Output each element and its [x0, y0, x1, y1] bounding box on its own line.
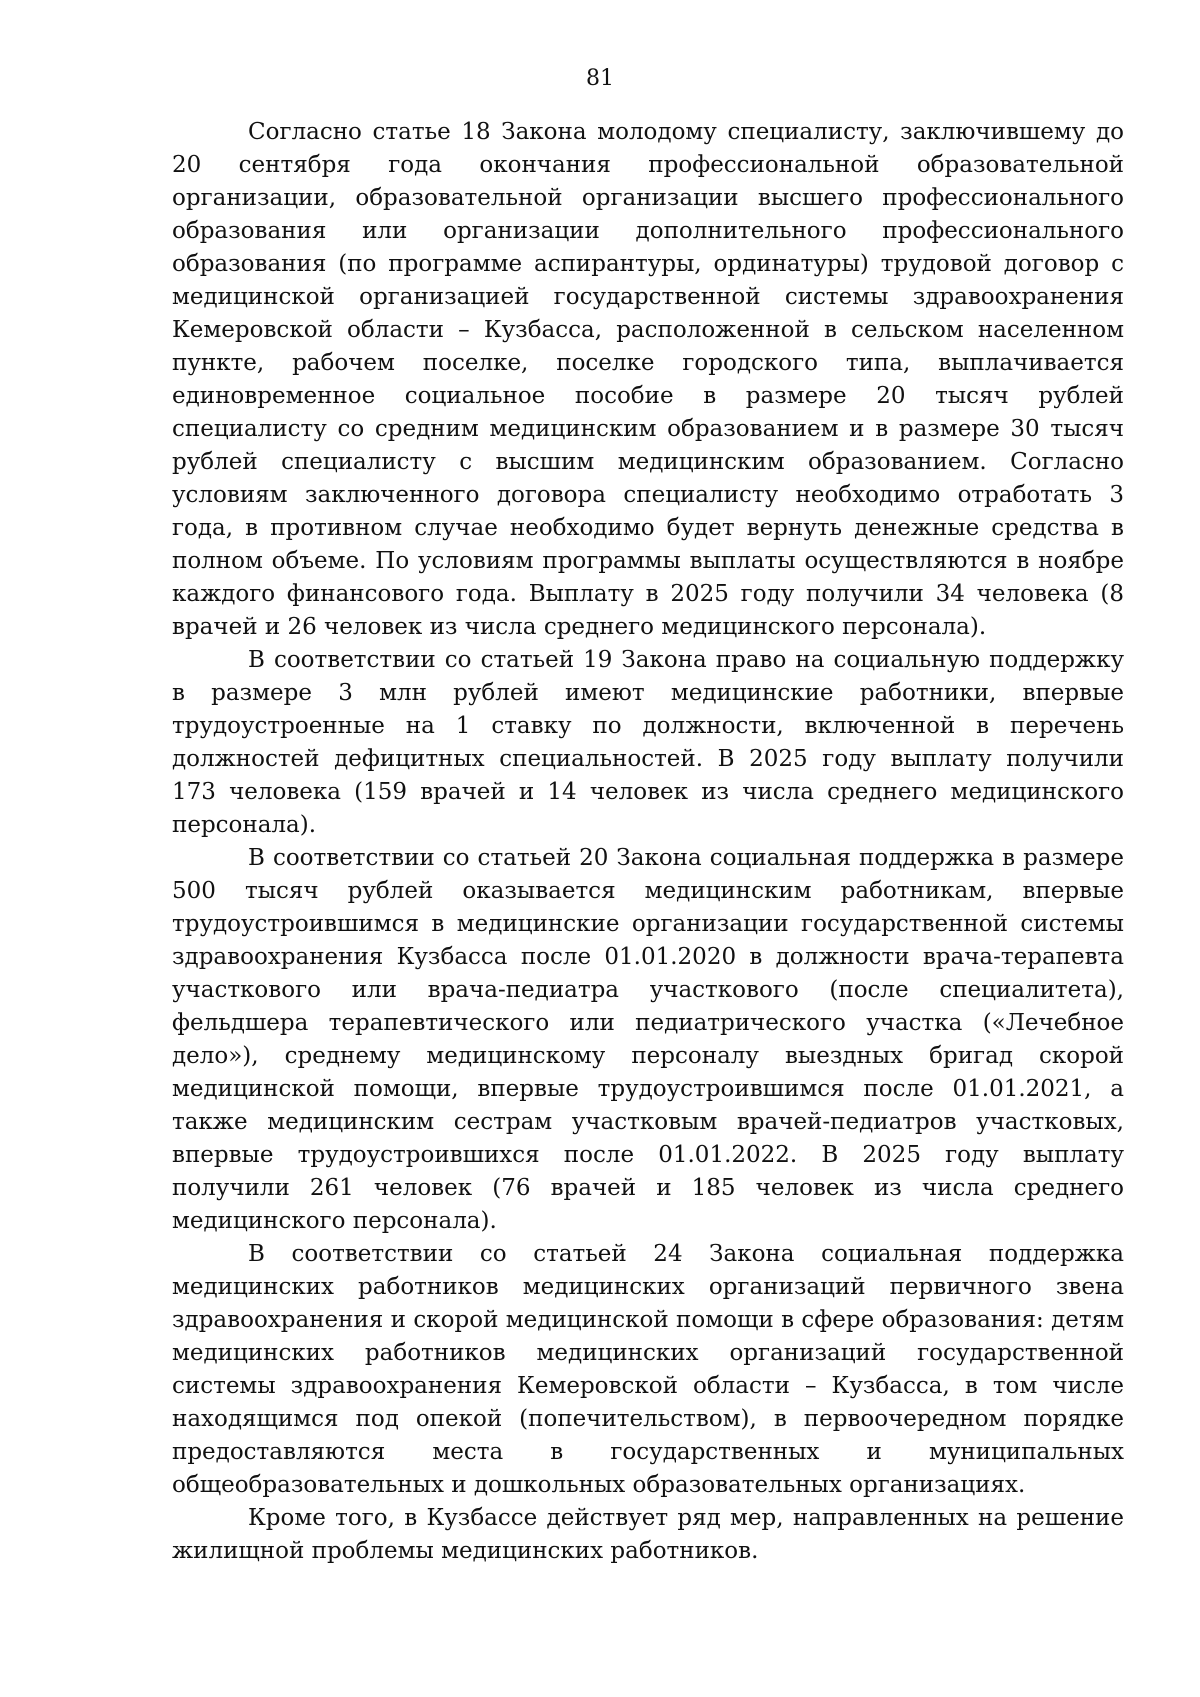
document-body [172, 116, 1124, 1568]
paragraph-article-24: В соответствии со статьей 24 Закона социальная поддержка медицинских работников медицинских организаций первичного звена здравоохранения и скорой медицинской помощи в сфере образования: детям медицинских работников медицинских организаций государственной системы здравоохранения Кемеровской области – Кузбасса, в том числе находящимся под опекой (попечительством), в первоочередном порядке предоставляются места в государственных и муниципальных общеобразовательных и дошкольных образовательных организациях. [172, 1241, 1124, 1498]
paragraph-article-20: В соответствии со статьей 20 Закона социальная поддержка в размере 500 тысяч рублей оказывается медицинским работникам, впервые трудоустроившимся в медицинские организации государственной системы здравоохранения Кузбасса после 01.01.2020 в должности врача-терапевта участкового или врача-педиатра участкового (после специалитета), фельдшера терапевтического или педиатрического участка («Лечебное дело»), среднему медицинскому персоналу выездных бригад скорой медицинской помощи, впервые трудоустроившимся после 01.01.2021, а также медицинским сестрам участковым врачей-педиатров участковых, впервые трудоустроившихся после 01.01.2022. В 2025 году выплату получили 261 человек (76 врачей и 185 человек из числа среднего медицинского персонала). [172, 845, 1124, 1234]
paragraph-article-18: Согласно статье 18 Закона молодому специалисту, заключившему до 20 сентября года окончания профессиональной образовательной организации, образовательной организации высшего профессионального образования или организации дополнительного профессионального образования (по программе аспирантуры, ординатуры) трудовой договор с медицинской организацией государственной системы здравоохранения Кемеровской области – Кузбасса, расположенной в сельском населенном пункте, рабочем поселке, поселке городского типа, выплачивается единовременное социальное пособие в размере 20 тысяч рублей специалисту со средним медицинским образованием и в размере 30 тысяч рублей специалисту с высшим медицинским образованием. Согласно условиям заключенного договора специалисту необходимо отработать 3 года, в противном случае необходимо будет вернуть денежные средства в полном объеме. По условиям программы выплаты осуществляются в ноябре каждого финансового года. Выплату в 2025 году получили 34 человека (8 врачей и 26 человек из числа среднего медицинского персонала). [172, 119, 1124, 640]
paragraph-article-19: В соответствии со статьей 19 Закона право на социальную поддержку в размере 3 млн рублей имеют медицинские работники, впервые трудоустроенные на 1 ставку по должности, включенной в перечень должностей дефицитных специальностей. В 2025 году выплату получили 173 человека (159 врачей и 14 человек из числа среднего медицинского персонала). [172, 647, 1124, 838]
paragraph-housing: Кроме того, в Кузбассе действует ряд мер, направленных на решение жилищной проблемы медицинских работников. [172, 1505, 1124, 1564]
page-number: 81 [586, 66, 614, 91]
